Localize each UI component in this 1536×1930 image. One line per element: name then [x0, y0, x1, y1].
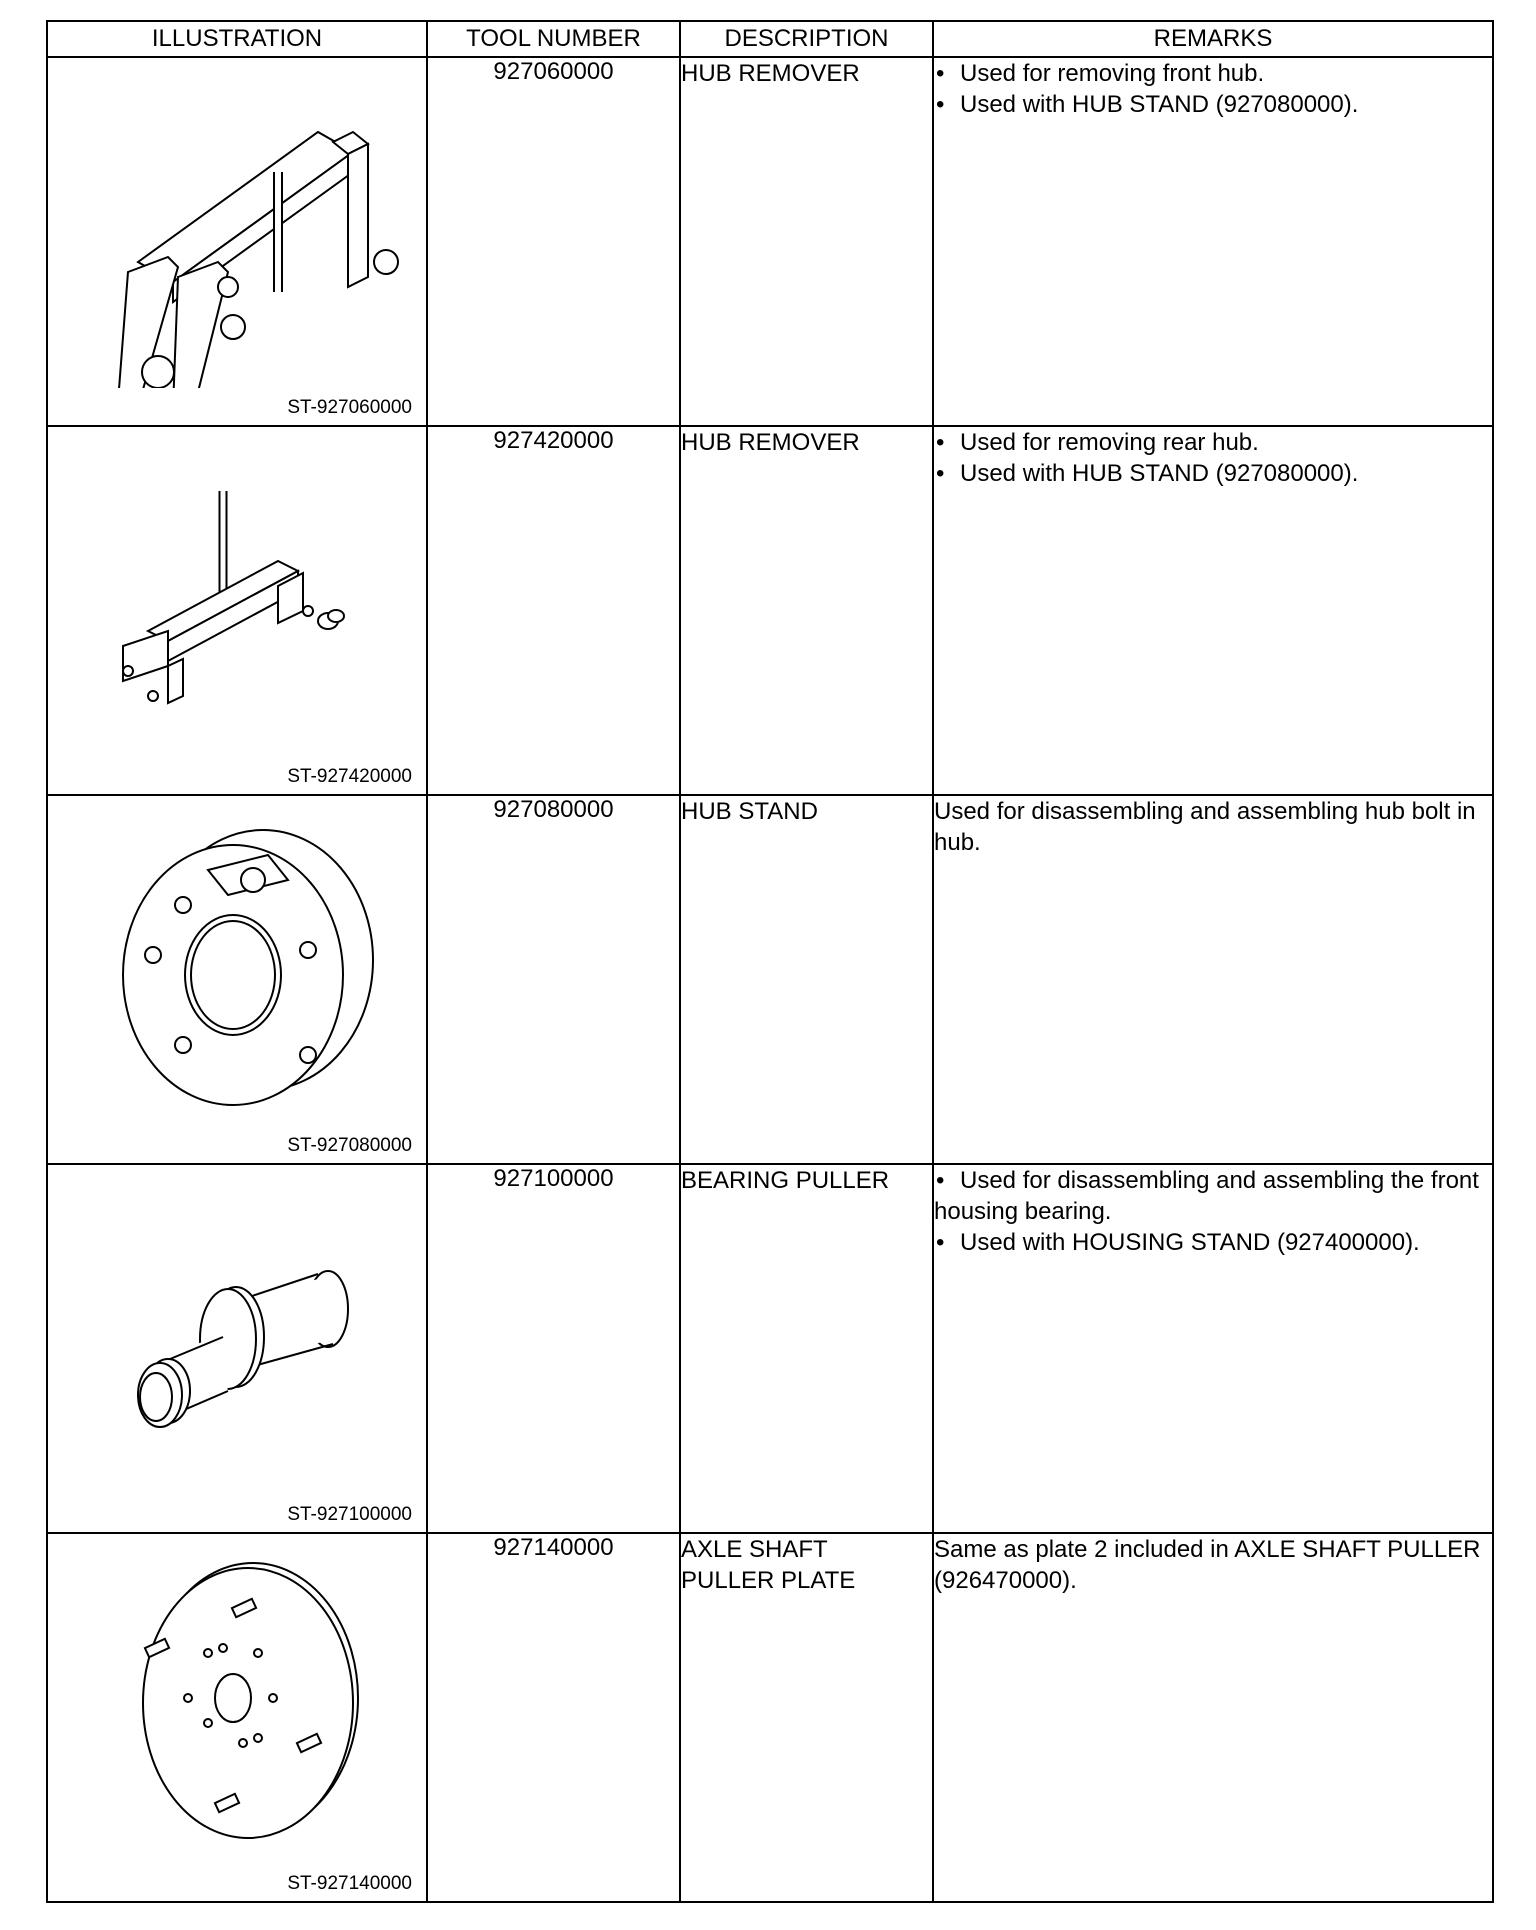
remarks — [933, 1533, 1493, 1902]
remark-item: • Used for removing front hub. — [934, 58, 1492, 89]
tool-number: 927420000 — [427, 426, 680, 795]
tool-number: 927080000 — [427, 795, 680, 1164]
description-line: AXLE SHAFT — [681, 1536, 828, 1563]
illustration-code: ST-927100000 — [287, 1504, 412, 1525]
hub-stand-drawing — [68, 810, 408, 1126]
remarks — [933, 57, 1493, 426]
illustration-code: ST-927060000 — [287, 397, 412, 418]
description-line: PULLER PLATE — [681, 1567, 856, 1594]
table-row — [47, 795, 1493, 1164]
illustration-code: ST-927420000 — [287, 766, 412, 787]
hub-remover-rear-drawing — [68, 441, 408, 757]
header-row — [47, 21, 1493, 57]
remark-item: • Used for removing rear hub. — [934, 427, 1492, 458]
remark-item: • Used for disassembling and assembling the front housing bearing. — [934, 1167, 1479, 1225]
illustration-code: ST-927140000 — [287, 1873, 412, 1894]
remark-text: Same as plate 2 included in AXLE SHAFT PULLER (926470000). — [934, 1536, 1481, 1594]
illustration-cell — [47, 795, 427, 1164]
description — [680, 1533, 933, 1902]
remarks — [933, 795, 1493, 1164]
remark-item: • Used with HUB STAND (927080000). — [934, 458, 1492, 489]
description-line: HUB STAND — [681, 798, 818, 825]
description — [680, 426, 933, 795]
header-tool-number: TOOL NUMBER — [427, 21, 680, 57]
illustration-code: ST-927080000 — [287, 1135, 412, 1156]
table-row — [47, 57, 1493, 426]
description — [680, 57, 933, 426]
illustration-cell — [47, 426, 427, 795]
tool-number: 927140000 — [427, 1533, 680, 1902]
illustration-cell — [47, 1164, 427, 1533]
description — [680, 795, 933, 1164]
tool-number: 927100000 — [427, 1164, 680, 1533]
hub-remover-front-drawing — [68, 72, 408, 388]
remark-item: • Used with HOUSING STAND (927400000). — [934, 1227, 1492, 1258]
header-remarks: REMARKS — [933, 21, 1493, 57]
table-row — [47, 1164, 1493, 1533]
table-row — [47, 426, 1493, 795]
description-line: HUB REMOVER — [681, 429, 860, 456]
axle-shaft-puller-plate-drawing — [68, 1548, 408, 1864]
illustration-cell — [47, 57, 427, 426]
special-tools-table — [46, 20, 1494, 1903]
table-row — [47, 1533, 1493, 1902]
description-line: BEARING PULLER — [681, 1167, 890, 1194]
remarks — [933, 426, 1493, 795]
remark-text: Used for disassembling and assembling hub bolt in hub. — [934, 798, 1476, 856]
remark-text: Used for disassembling and assembling the front housing bearing. — [934, 1167, 1479, 1225]
remarks — [933, 1164, 1493, 1533]
description — [680, 1164, 933, 1533]
header-description: DESCRIPTION — [680, 21, 933, 57]
description-line: HUB REMOVER — [681, 60, 860, 87]
header-illustration: ILLUSTRATION — [47, 21, 427, 57]
tool-number: 927060000 — [427, 57, 680, 426]
bearing-puller-drawing — [68, 1179, 408, 1495]
illustration-cell — [47, 1533, 427, 1902]
remark-item: • Used with HUB STAND (927080000). — [934, 89, 1492, 120]
